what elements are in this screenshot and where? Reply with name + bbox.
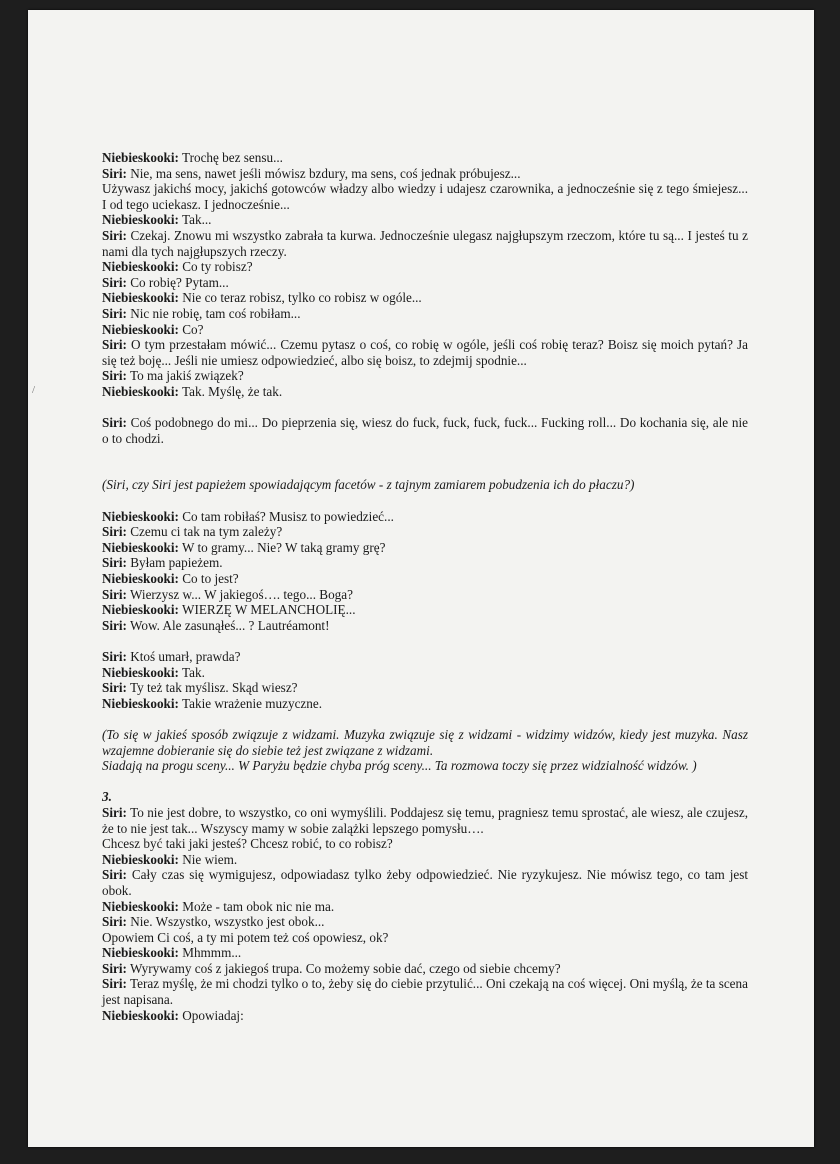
speaker-name: Niebieskooki: (102, 508, 179, 524)
speaker-name: Niebieskooki: (102, 150, 179, 165)
line-text: Takie wrażenie muzyczne. (182, 695, 323, 711)
line-text: Mhmmm... (182, 945, 242, 961)
line-text: Co tam robiłaś? Musisz to powiedzieć... (182, 508, 394, 524)
speaker-name: Siri: (102, 804, 127, 820)
dialogue-line (102, 212, 748, 228)
speaker-name: Siri: (102, 555, 127, 571)
speaker-name: Siri: (102, 617, 127, 633)
line-text: (Siri, czy Siri jest papieżem spowiadającym facetów - z tajnym zamiarem pobudzenia ich do płaczu?) (102, 477, 635, 493)
line-text: Może - tam obok nic nie ma. (182, 898, 335, 914)
line-text: Ktoś umarł, prawda? (130, 649, 241, 664)
line-text: Nie. Wszystko, wszystko jest obok... (130, 914, 325, 930)
speaker-name: Niebieskooki: (102, 945, 179, 961)
line-text: W to gramy... Nie? W taką gramy grę? (182, 539, 386, 555)
line-text: Wierzysz w... W jakiegoś…. tego... Boga? (129, 586, 353, 602)
speaker-name: Niebieskooki: (102, 898, 179, 914)
dialogue-line (102, 571, 748, 587)
line-text: (To się w jakieś sposób związuje z widzami. Muzyka związuje się z widzami - widzimy widzów, kiedy jest muzyka. Nasz wzajemne dobieranie się do siebie też jest związane z widzami. (102, 726, 748, 758)
line-text: 3. (102, 789, 112, 805)
line-text: Siadają na progu sceny... W Paryżu będzie chyba próg sceny... Ta rozmowa toczy się przez widzialność widzów. ) (102, 758, 697, 774)
stage-direction (102, 758, 748, 774)
dialogue-line (102, 976, 748, 1007)
line-text: Opowiem Ci coś, a ty mi potem też coś opowiesz, ok? (102, 929, 389, 945)
dialogue-line (102, 415, 748, 446)
speaker-name: Siri: (102, 960, 127, 976)
line-text: Byłam papieżem. (130, 555, 223, 571)
line-text: Co? (182, 321, 204, 337)
line-text: Ty też tak myślisz. Skąd wiesz? (129, 680, 298, 696)
speaker-name: Siri: (102, 680, 127, 696)
line-text: Trochę bez sensu... (182, 150, 283, 165)
blank-line (102, 774, 748, 790)
speaker-name: Niebieskooki: (102, 383, 179, 399)
speaker-name: Niebieskooki: (102, 602, 179, 618)
speaker-name: Niebieskooki: (102, 571, 179, 587)
speaker-name: Niebieskooki: (102, 321, 179, 337)
dialogue-line (102, 337, 748, 368)
line-text: Wyrywamy coś z jakiegoś trupa. Co możemy sobie dać, czego od siebie chcemy? (129, 960, 561, 976)
blank-line (102, 446, 748, 477)
dialogue-line (102, 228, 748, 259)
dialogue-line (102, 696, 748, 712)
speaker-name: Siri: (102, 867, 127, 883)
dialogue-line (102, 930, 748, 946)
dialogue-line (102, 524, 748, 540)
dialogue-line (102, 1008, 748, 1024)
stage-direction (102, 727, 748, 758)
dialogue-line (102, 181, 748, 212)
speaker-name: Siri: (102, 649, 127, 664)
dialogue-line (102, 259, 748, 275)
line-text: Czekaj. Znowu mi wszystko zabrała ta kurwa. Jednocześnie ulegasz najgłupszym rzeczom, które tu są... I jesteś tu z nami dla tych najgłupszych rzeczy. (102, 227, 749, 259)
dialogue-line (102, 852, 748, 868)
line-text: Nic nie robię, tam coś robiłam... (130, 305, 301, 321)
speaker-name: Siri: (102, 586, 127, 602)
line-text: Co to jest? (182, 571, 239, 587)
dialogue-line (102, 649, 748, 665)
dialogue-line (102, 540, 748, 556)
dialogue-line (102, 899, 748, 915)
dialogue-line (102, 587, 748, 603)
speaker-name: Siri: (102, 274, 127, 290)
dialogue-line (102, 665, 748, 681)
line-text: Chcesz być taki jaki jesteś? Chcesz robić, to co robisz? (102, 836, 393, 852)
speaker-name: Siri: (102, 368, 127, 384)
line-text: WIERZĘ W MELANCHOLIĘ... (182, 602, 356, 618)
dialogue-line (102, 509, 748, 525)
speaker-name: Siri: (102, 227, 127, 243)
line-text: Co robię? Pytam... (130, 274, 229, 290)
dialogue-line (102, 306, 748, 322)
line-text: Nie, ma sens, nawet jeśli mówisz bzdury, ma sens, coś jednak próbujesz... (130, 165, 521, 181)
speaker-name: Siri: (102, 337, 127, 353)
dialogue-line (102, 914, 748, 930)
dialogue-line (102, 322, 748, 338)
dialogue-line (102, 618, 748, 634)
speaker-name: Siri: (102, 524, 127, 540)
blank-line (102, 400, 748, 416)
line-text: Cały czas się wymigujesz, odpowiadasz tylko żeby odpowiedzieć. Nie ryzykujesz. Nie mówisz tego, co tam jest obok. (102, 867, 749, 898)
margin-mark: / (32, 384, 36, 396)
blank-line (102, 493, 748, 509)
line-text: To ma jakiś związek? (129, 368, 244, 384)
line-text: O tym przestałam mówić... Czemu pytasz o coś, co robię w ogóle, jeśli coś robię teraz? Boisz się moich pytań? Ja się też boję... Jeśli nie umiesz odpowiedzieć, albo się boisz, to zdejmij spodnie... (102, 337, 749, 368)
line-text: Teraz myślę, że mi chodzi tylko o to, żeby się do ciebie przytulić... Oni czekają na coś więcej. Oni myślą, że ta scena jest napisana. (102, 976, 748, 1008)
line-text: Czemu ci tak na tym zależy? (130, 524, 283, 540)
speaker-name: Niebieskooki: (102, 695, 179, 711)
line-text: Nie wiem. (182, 851, 238, 867)
dialogue-line (102, 290, 748, 306)
line-text: To nie jest dobre, to wszystko, co oni wymyślili. Poddajesz się temu, pragniesz temu sprostać, ale wiesz, ale czujesz, że to nie jest tak... Wszyscy mamy w sobie zalążki lepszego pomysłu…. (102, 804, 748, 836)
speaker-name: Siri: (102, 976, 127, 992)
line-text: Tak. Myślę, że tak. (182, 383, 283, 399)
dialogue-line (102, 867, 748, 898)
speaker-name: Niebieskooki: (102, 259, 179, 275)
speaker-name: Siri: (102, 914, 127, 930)
speaker-name: Niebieskooki: (102, 212, 179, 228)
blank-line (102, 633, 748, 649)
dialogue-line (102, 555, 748, 571)
speaker-name: Siri: (102, 305, 127, 321)
dialogue-line (102, 166, 748, 182)
speaker-name: Siri: (102, 415, 127, 431)
stage-direction (102, 477, 748, 493)
dialogue-line (102, 945, 748, 961)
line-text: Wow. Ale zasunąłeś... ? Lautréamont! (129, 617, 330, 633)
speaker-name: Niebieskooki: (102, 851, 179, 867)
speaker-name: Niebieskooki: (102, 1007, 179, 1023)
line-text: Coś podobnego do mi... Do pieprzenia się, wiesz do fuck, fuck, fuck, fuck... Fucking roll... Do kochania się, ale nie o to chodzi. (102, 415, 748, 446)
dialogue-line (102, 602, 748, 618)
dialogue-line (102, 805, 748, 836)
line-text: Tak... (182, 212, 212, 228)
line-text: Tak. (182, 664, 205, 680)
line-text: Używasz jakichś mocy, jakichś gotowców władzy albo wiedzy i udajesz czarownika, a jednocześnie się z tego śmiejesz... I od tego uciekasz. I jednocześnie... (102, 181, 748, 212)
line-text: Nie co teraz robisz, tylko co robisz w ogóle... (182, 290, 422, 306)
section-number (102, 789, 748, 805)
dialogue-line (102, 836, 748, 852)
speaker-name: Niebieskooki: (102, 539, 179, 555)
document-page (28, 10, 814, 1147)
speaker-name: Siri: (102, 165, 127, 181)
dialogue-line (102, 384, 748, 400)
dialogue-line (102, 275, 748, 291)
dialogue-line (102, 680, 748, 696)
line-text: Co ty robisz? (182, 259, 253, 275)
speaker-name: Niebieskooki: (102, 664, 179, 680)
speaker-name: Niebieskooki: (102, 290, 179, 306)
blank-line (102, 711, 748, 727)
dialogue-line (102, 150, 748, 166)
line-text: Opowiadaj: (182, 1007, 244, 1023)
dialogue-line (102, 368, 748, 384)
dialogue-line (102, 961, 748, 977)
dialogue-text (102, 150, 748, 1023)
